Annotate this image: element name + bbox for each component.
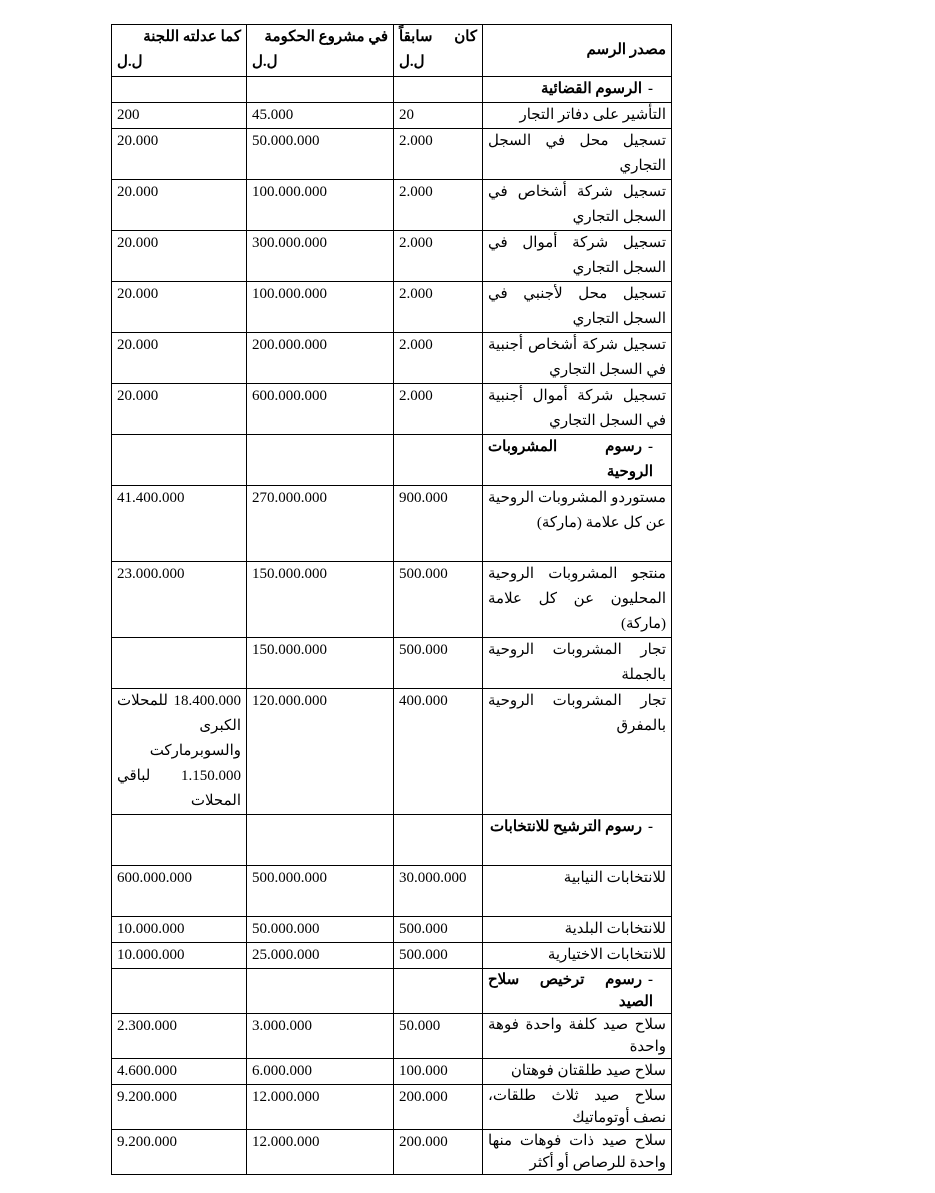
cell-gov-project: 3.000.000: [247, 1014, 394, 1059]
section-title: -الرسوم القضائية: [483, 77, 672, 103]
table-row: [112, 917, 672, 943]
table-row: [112, 638, 672, 689]
cell-previous: [394, 815, 483, 866]
header-previous-label: كان سابقاً: [399, 29, 477, 45]
header-row: [112, 25, 672, 77]
table-row: [112, 1059, 672, 1085]
table-row: [112, 689, 672, 815]
section-row: [112, 815, 672, 866]
cell-committee: 2.300.000: [112, 1014, 247, 1059]
table-row: [112, 943, 672, 969]
cell-source: سلاح صيد كلفة واحدة فوهة واحدة: [483, 1014, 672, 1059]
cell-previous: 100.000: [394, 1059, 483, 1085]
cell-source: تسجيل محل لأجنبي في السجل التجاري: [483, 282, 672, 333]
header-gov-project: [247, 25, 394, 77]
cell-gov-project: 12.000.000: [247, 1130, 394, 1175]
header-previous: [394, 25, 483, 77]
cell-previous: 2.000: [394, 384, 483, 435]
section-row: [112, 969, 672, 1014]
cell-source: سلاح صيد ثلاث طلقات، نصف أوتوماتيك: [483, 1085, 672, 1130]
cell-previous: 2.000: [394, 129, 483, 180]
cell-previous: 500.000: [394, 638, 483, 689]
cell-committee: 20.000: [112, 180, 247, 231]
cell-gov-project: 120.000.000: [247, 689, 394, 815]
header-committee: [112, 25, 247, 77]
cell-source: للانتخابات البلدية: [483, 917, 672, 943]
cell-committee: 600.000.000: [112, 866, 247, 917]
cell-previous: 30.000.000: [394, 866, 483, 917]
table-row: [112, 282, 672, 333]
header-previous-unit: ل.ل: [399, 54, 425, 70]
section-title: -رسوم ترخيص سلاح الصيد: [483, 969, 672, 1014]
cell-gov-project: 150.000.000: [247, 638, 394, 689]
header-gov-project-label: في مشروع الحكومة: [264, 29, 388, 45]
cell-previous: 2.000: [394, 333, 483, 384]
section-title: -رسوم المشروبات الروحية: [483, 435, 672, 486]
cell-source: تجار المشروبات الروحية بالمفرق: [483, 689, 672, 815]
table-row: [112, 384, 672, 435]
table-row: [112, 562, 672, 638]
cell-source: تسجيل شركة أشخاص أجنبية في السجل التجاري: [483, 333, 672, 384]
table-row: [112, 103, 672, 129]
cell-committee: 4.600.000: [112, 1059, 247, 1085]
table-row: [112, 1085, 672, 1130]
cell-previous: 2.000: [394, 282, 483, 333]
cell-previous: 500.000: [394, 943, 483, 969]
table-row: [112, 486, 672, 562]
header-source: مصدر الرسم: [483, 25, 672, 77]
cell-committee: [112, 638, 247, 689]
cell-gov-project: [247, 815, 394, 866]
cell-previous: 500.000: [394, 562, 483, 638]
table-row: [112, 1130, 672, 1175]
header-committee-label: كما عدلته اللجنة: [143, 29, 241, 45]
fees-table: [111, 24, 672, 1175]
section-row: [112, 77, 672, 103]
cell-committee: 18.400.000 للمحلات الكبرى والسوبرماركت 1.150.000 لباقي المحلات: [112, 689, 247, 815]
cell-previous: 200.000: [394, 1130, 483, 1175]
cell-gov-project: 45.000: [247, 103, 394, 129]
cell-previous: 50.000: [394, 1014, 483, 1059]
table-row: [112, 1014, 672, 1059]
cell-committee: 9.200.000: [112, 1085, 247, 1130]
cell-gov-project: 6.000.000: [247, 1059, 394, 1085]
cell-gov-project: 100.000.000: [247, 180, 394, 231]
cell-source: منتجو المشروبات الروحية المحليون عن كل علامة (ماركة): [483, 562, 672, 638]
cell-committee: [112, 77, 247, 103]
cell-committee: 20.000: [112, 384, 247, 435]
cell-previous: 200.000: [394, 1085, 483, 1130]
cell-source: تسجيل شركة أموال في السجل التجاري: [483, 231, 672, 282]
cell-source: مستوردو المشروبات الروحية عن كل علامة (ماركة): [483, 486, 672, 562]
cell-previous: 400.000: [394, 689, 483, 815]
cell-committee: 20.000: [112, 333, 247, 384]
cell-gov-project: 270.000.000: [247, 486, 394, 562]
cell-gov-project: 100.000.000: [247, 282, 394, 333]
cell-committee: 41.400.000: [112, 486, 247, 562]
cell-gov-project: 500.000.000: [247, 866, 394, 917]
cell-source: سلاح صيد ذات فوهات منها واحدة للرصاص أو أكثر: [483, 1130, 672, 1175]
section-title: -رسوم الترشيح للانتخابات: [483, 815, 672, 866]
table-row: [112, 866, 672, 917]
cell-source: تسجيل محل في السجل التجاري: [483, 129, 672, 180]
cell-committee: [112, 815, 247, 866]
cell-source: للانتخابات النيابية: [483, 866, 672, 917]
cell-committee: 20.000: [112, 231, 247, 282]
cell-previous: [394, 969, 483, 1014]
table-row: [112, 231, 672, 282]
cell-committee: [112, 435, 247, 486]
header-committee-unit: ل.ل: [117, 54, 143, 70]
cell-source: تسجيل شركة أشخاص في السجل التجاري: [483, 180, 672, 231]
cell-source: للانتخابات الاختيارية: [483, 943, 672, 969]
header-gov-project-unit: ل.ل: [252, 54, 278, 70]
cell-previous: 2.000: [394, 231, 483, 282]
cell-gov-project: 300.000.000: [247, 231, 394, 282]
cell-source: تسجيل شركة أموال أجنبية في السجل التجاري: [483, 384, 672, 435]
cell-committee: 9.200.000: [112, 1130, 247, 1175]
cell-source: تجار المشروبات الروحية بالجملة: [483, 638, 672, 689]
cell-committee: 20.000: [112, 282, 247, 333]
cell-gov-project: 12.000.000: [247, 1085, 394, 1130]
cell-gov-project: [247, 77, 394, 103]
section-row: [112, 435, 672, 486]
cell-gov-project: [247, 969, 394, 1014]
cell-gov-project: 50.000.000: [247, 917, 394, 943]
table-row: [112, 129, 672, 180]
cell-committee: 23.000.000: [112, 562, 247, 638]
cell-gov-project: 200.000.000: [247, 333, 394, 384]
cell-previous: 500.000: [394, 917, 483, 943]
cell-source: سلاح صيد طلقتان فوهتان: [483, 1059, 672, 1085]
cell-committee: [112, 969, 247, 1014]
cell-committee: 20.000: [112, 129, 247, 180]
cell-gov-project: 50.000.000: [247, 129, 394, 180]
cell-gov-project: [247, 435, 394, 486]
cell-gov-project: 25.000.000: [247, 943, 394, 969]
cell-previous: [394, 435, 483, 486]
cell-gov-project: 150.000.000: [247, 562, 394, 638]
table-row: [112, 180, 672, 231]
cell-previous: 900.000: [394, 486, 483, 562]
cell-committee: 10.000.000: [112, 917, 247, 943]
cell-previous: [394, 77, 483, 103]
cell-previous: 2.000: [394, 180, 483, 231]
cell-source: التأشير على دفاتر التجار: [483, 103, 672, 129]
table-row: [112, 333, 672, 384]
cell-committee: 200: [112, 103, 247, 129]
cell-committee: 10.000.000: [112, 943, 247, 969]
cell-gov-project: 600.000.000: [247, 384, 394, 435]
cell-previous: 20: [394, 103, 483, 129]
